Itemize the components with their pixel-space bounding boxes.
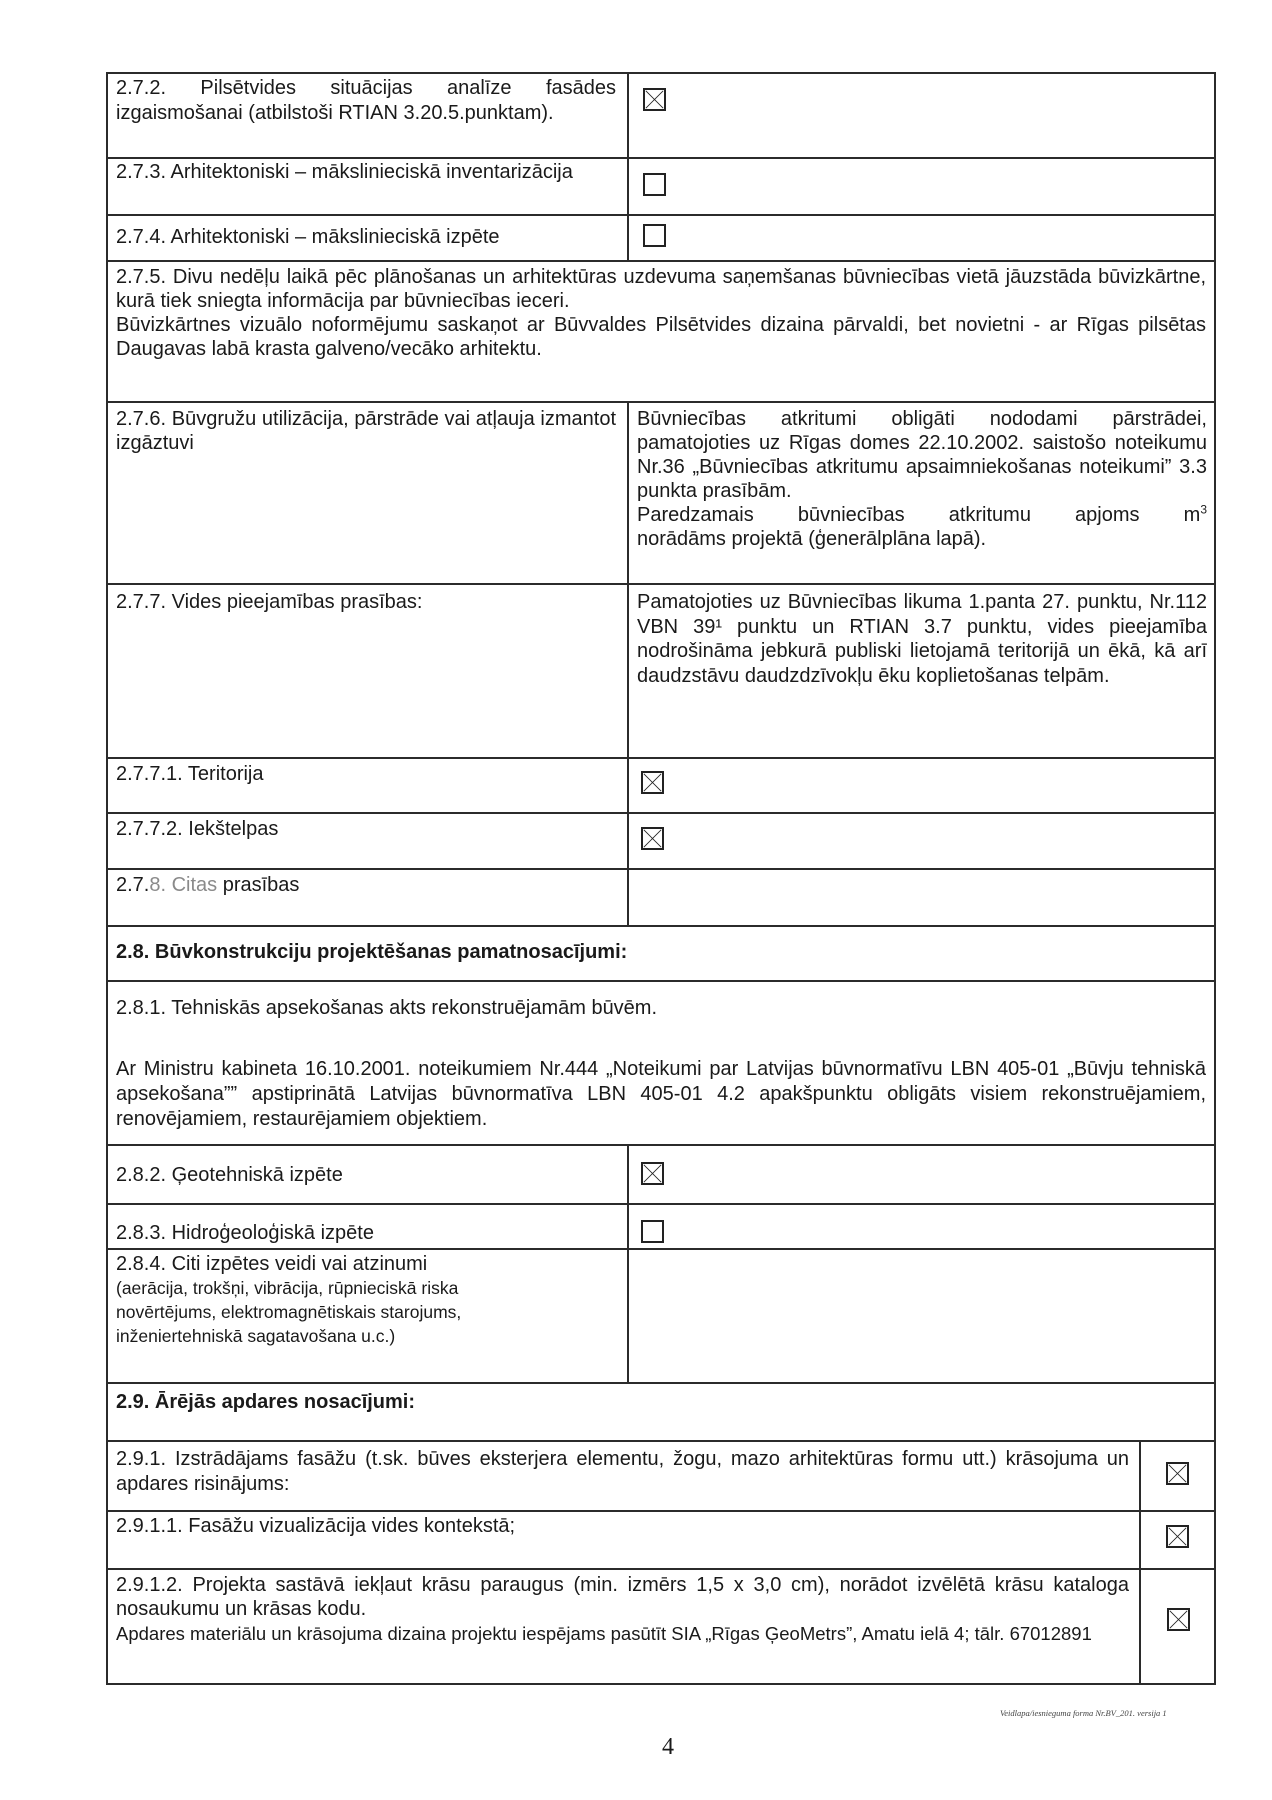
checkbox-2-9-1-2[interactable]	[1167, 1608, 1190, 1631]
row-divider	[106, 157, 1216, 159]
item-2-8-1-text: Ar Ministru kabineta 16.10.2001. noteikumiem Nr.444 „Noteikumi par Latvijas būvnormatīvu LBN 405-01 „Būvju tehniskā apsekošana”” apstiprinātā Latvijas būvnormatīva LBN 405-01 4.2 apakšpunktu obligāts visiem rekonstruējamiem, renovējamiem, restaurējamiem objektiem.	[116, 1058, 1206, 1130]
item-2-9-1-1-label: 2.9.1.1. Fasāžu vizualizācija vides kontekstā;	[116, 1515, 516, 1537]
row-divider	[106, 1568, 1216, 1570]
item-2-8-3-label: 2.8.3. Hidroģeoloģiskā izpēte	[116, 1222, 374, 1244]
checkbox-2-7-7-1[interactable]	[641, 771, 664, 794]
row-divider	[106, 925, 1216, 927]
column-divider	[627, 401, 629, 925]
form-version-note: Veidlapa/iesnieguma forma Nr.BV_201. versija 1	[1000, 1708, 1167, 1718]
item-2-7-2-label: 2.7.2. Pilsētvides situācijas analīze fasādes izgaismošanai (atbilstoši RTIAN 3.20.5.punktam).	[116, 77, 616, 124]
item-2-7-6-volume-sup: 3	[1200, 502, 1207, 517]
row-divider	[106, 583, 1216, 585]
item-2-7-7-label: 2.7.7. Vides pieejamības prasības:	[116, 591, 423, 613]
item-2-7-6-label: 2.7.6. Būvgružu utilizācija, pārstrāde vai atļauja izmantot izgāztuvi	[116, 408, 616, 454]
checkbox-2-7-3[interactable]	[643, 173, 666, 196]
row-divider	[106, 401, 1216, 403]
row-divider	[106, 1248, 1216, 1250]
item-2-7-3-label: 2.7.3. Arhitektoniski – mākslinieciskā inventarizācija	[116, 161, 573, 183]
item-2-9-1-label: 2.9.1. Izstrādājams fasāžu (t.sk. būves eksterjera elementu, žogu, mazo arhitektūras formu utt.) krāsojuma un apdares risinājums:	[116, 1448, 1129, 1495]
item-2-7-6-volume	[637, 503, 1207, 527]
row-divider	[106, 214, 1216, 216]
item-2-7-7-1-label: 2.7.7.1. Teritorija	[116, 763, 264, 785]
row-divider	[106, 868, 1216, 870]
column-divider	[627, 1144, 629, 1382]
checkbox-2-9-1-1[interactable]	[1166, 1525, 1189, 1548]
item-2-8-4-label: 2.8.4. Citi izpētes veidi vai atzinumi	[116, 1253, 428, 1275]
item-2-7-8-suffix: prasības	[222, 874, 300, 896]
page-number: 4	[662, 1734, 674, 1760]
row-divider	[106, 980, 1216, 982]
section-2-8-heading: 2.8. Būvkonstrukciju projektēšanas pamatnosacījumi:	[116, 941, 628, 963]
item-2-9-1-2-label: 2.9.1.2. Projekta sastāvā iekļaut krāsu paraugus (min. izmērs 1,5 x 3,0 cm), norādot izvēlētā krāsu kataloga nosaukumu un krāsas kodu.	[116, 1574, 1129, 1620]
checkbox-2-8-3[interactable]	[641, 1220, 664, 1243]
item-2-7-7-2-label: 2.7.7.2. Iekštelpas	[116, 818, 279, 840]
checkbox-cross-icon	[1169, 1610, 1188, 1629]
checkbox-2-7-2[interactable]	[643, 88, 666, 111]
row-divider	[106, 260, 1216, 262]
item-2-7-7-value: Pamatojoties uz Būvniecības likuma 1.panta 27. punktu, Nr.112 VBN 39¹ punktu un RTIAN 3.7 punktu, vides pieejamība nodrošināma jebkurā publiski lietojamā teritorijā un ēkā, kā arī daudzstāvu daudzdzīvokļu ēku koplietošanas telpām.	[637, 591, 1207, 687]
checkbox-cross-icon	[645, 90, 664, 109]
checkbox-cross-icon	[1168, 1464, 1187, 1483]
row-divider	[106, 1203, 1216, 1205]
item-2-7-6-value: Būvniecības atkritumi obligāti nododami pārstrādei, pamatojoties uz Rīgas domes 22.10.2002. saistošo noteikumu Nr.36 „Būvniecības atkritumu apsaimniekošanas noteikumi” 3.3 punkta prasībām.	[637, 408, 1207, 502]
item-2-7-5-note: Būvizkārtnes vizuālo noformējumu saskaņot ar Būvvaldes Pilsētvides dizaina pārvaldi, bet novietni - ar Rīgas pilsētas Daugavas labā krasta galveno/vecāko arhitektu.	[116, 314, 1206, 360]
item-2-7-8-prefix: 2.7.	[116, 874, 150, 896]
row-divider	[106, 1683, 1216, 1685]
item-2-9-1-2-note: Apdares materiālu un krāsojuma dizaina projektu iespējams pasūtīt SIA „Rīgas ĢeoMetrs”, Amatu ielā 4; tālr. 67012891	[116, 1623, 1092, 1644]
checkbox-cross-icon	[1168, 1527, 1187, 1546]
checkbox-2-8-2[interactable]	[641, 1162, 664, 1185]
checkbox-cross-icon	[643, 829, 662, 848]
row-divider	[106, 1382, 1216, 1384]
item-2-7-8-faded: 8. Citas	[149, 874, 223, 896]
column-divider	[1139, 1440, 1141, 1683]
checkbox-2-7-4[interactable]	[643, 224, 666, 247]
row-divider	[106, 72, 1216, 74]
item-2-7-6-volume-note: norādāms projektā (ģenerālplāna lapā).	[637, 528, 987, 550]
item-2-8-2-label: 2.8.2. Ģeotehniskā izpēte	[116, 1164, 343, 1186]
checkbox-2-9-1[interactable]	[1166, 1462, 1189, 1485]
item-2-7-4-label: 2.7.4. Arhitektoniski – mākslinieciskā izpēte	[116, 226, 500, 248]
item-2-7-8-label	[116, 873, 616, 897]
section-2-9-heading: 2.9. Ārējās apdares nosacījumi:	[116, 1391, 416, 1413]
row-divider	[106, 757, 1216, 759]
item-2-8-1-label: 2.8.1. Tehniskās apsekošanas akts rekonstruējamām būvēm.	[116, 997, 658, 1019]
table-border-right	[1214, 72, 1216, 1684]
item-2-7-6-volume-text: Paredzamais būvniecības atkritumu apjoms m	[637, 504, 1201, 526]
row-divider	[106, 812, 1216, 814]
item-2-7-5-text: 2.7.5. Divu nedēļu laikā pēc plānošanas un arhitektūras uzdevuma saņemšanas būvniecības vietā jāuzstāda būvizkārtne, kurā tiek sniegta informācija par būvniecības ieceri.	[116, 266, 1206, 312]
row-divider	[106, 1510, 1216, 1512]
checkbox-cross-icon	[643, 1164, 662, 1183]
table-border-left	[106, 72, 108, 1684]
checkbox-2-7-7-2[interactable]	[641, 827, 664, 850]
row-divider	[106, 1440, 1216, 1442]
item-2-8-4-sublabel: (aerācija, trokšņi, vibrācija, rūpnieciskā riska novērtējums, elektromagnētiskais starojums, inženiertehniskā sagatavošana u.c.)	[116, 1278, 462, 1346]
checkbox-cross-icon	[643, 773, 662, 792]
column-divider	[627, 72, 629, 260]
row-divider	[106, 1144, 1216, 1146]
